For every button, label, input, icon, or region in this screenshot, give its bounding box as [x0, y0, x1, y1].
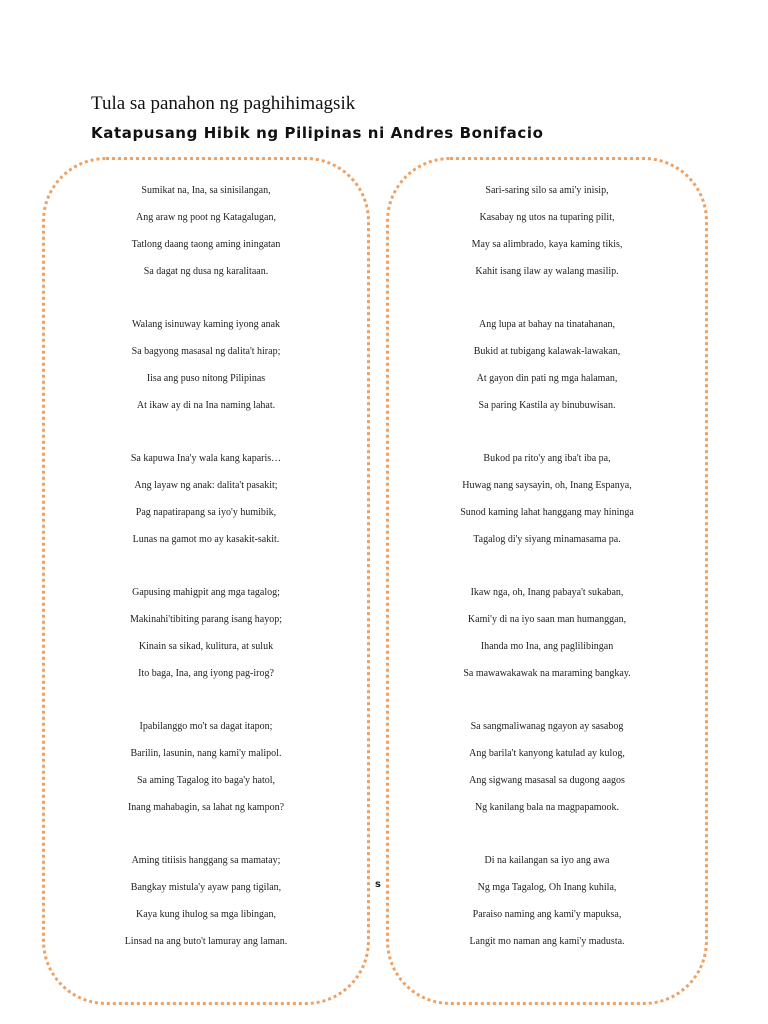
poem-line: Lunas na gamot mo ay kasakit-sakit.	[132, 534, 280, 545]
poem-line: Linsad na ang buto't lamuray ang laman.	[124, 936, 288, 947]
poem-line: Bukod pa rito'y ang iba't iba pa,	[483, 453, 611, 464]
poem-line: Paraiso naming ang kami'y mapuksa,	[472, 909, 622, 920]
poem-line: At ikaw ay di na Ina naming lahat.	[136, 400, 276, 411]
poem-line: May sa alimbrado, kaya kaming tikis,	[471, 239, 623, 250]
poem-line: Sa mawawakawak na maraming bangkay.	[463, 668, 631, 679]
poem-line: Ang layaw ng anak: dalita't pasakit;	[134, 480, 278, 491]
poem-line: Kasabay ng utos na tuparing pilit,	[479, 212, 615, 223]
stanza	[45, 579, 367, 687]
stanza	[45, 713, 367, 821]
poem-line: Sumikat na, Ina, sa sinisilangan,	[141, 185, 271, 196]
poem-line: Sa sangmaliwanag ngayon ay sasabog	[470, 721, 624, 732]
poem-line: Ihanda mo Ina, ang paglilibingan	[480, 641, 614, 652]
poem-line: Ng mga Tagalog, Oh Inang kuhila,	[477, 882, 617, 893]
poem-line: Sa bagyong masasal ng dalita't hirap;	[131, 346, 281, 357]
stanza	[389, 445, 705, 553]
poem-line: Sa paring Kastila ay binubuwisan.	[478, 400, 616, 411]
stanza	[389, 847, 705, 955]
poem-line: Ipabilanggo mo't sa dagat itapon;	[139, 721, 273, 732]
poem-line: Makinahi'tibiting parang isang hayop;	[129, 614, 283, 625]
poem-line: Pag napatirapang sa iyo'y humibik,	[135, 507, 277, 518]
poem-line: Kaya kung ihulog sa mga libingan,	[136, 909, 276, 920]
right-poem-column	[386, 157, 708, 1005]
stanza	[45, 177, 367, 285]
page-title: Tula sa panahon ng paghihimagsik	[91, 93, 356, 114]
poem-line: Ang araw ng poot ng Katagalugan,	[136, 212, 276, 223]
poem-line: Ikaw nga, oh, Inang pabaya't sukaban,	[470, 587, 624, 598]
stanza	[389, 177, 705, 285]
poem-line: Ng kanilang bala na magpapamook.	[474, 802, 620, 813]
poem-line: Aming titiisis hanggang sa mamatay;	[131, 855, 281, 866]
poem-line: Ang sigwang masasal sa dugong aagos	[469, 775, 625, 786]
poem-line: Huwag nang saysayin, oh, Inang Espanya,	[462, 480, 632, 491]
poem-line: Gapusing mahigpit ang mga tagalog;	[132, 587, 280, 598]
poem-line: Kinain sa sikad, kulitura, at suluk	[138, 641, 274, 652]
left-poem-column	[42, 157, 370, 1005]
poem-line: Di na kailangan sa iyo ang awa	[484, 855, 610, 866]
poem-line: Kami'y di na iyo saan man humanggan,	[467, 614, 627, 625]
poem-line: Langit mo naman ang kami'y madusta.	[469, 936, 625, 947]
stanza	[389, 713, 705, 821]
poem-line: Bukid at tubigang kalawak-lawakan,	[473, 346, 621, 357]
poem-line: Bangkay mistula'y ayaw pang tigilan,	[130, 882, 282, 893]
stanza	[389, 311, 705, 419]
stanza	[389, 579, 705, 687]
poem-line: Ito baga, Ina, ang iyong pag-irog?	[138, 668, 274, 679]
poem-line: Iisa ang puso nitong Pilipinas	[146, 373, 266, 384]
stanza	[45, 445, 367, 553]
poem-line: Kahit isang ilaw ay walang masilip.	[475, 266, 619, 277]
poem-line: At gayon din pati ng mga halaman,	[476, 373, 618, 384]
poem-line: Barilin, lasunin, nang kami'y malipol.	[130, 748, 282, 759]
poem-line: Sari-saring silo sa ami'y inisip,	[485, 185, 609, 196]
poem-line: Sa dagat ng dusa ng karalitaan.	[143, 266, 269, 277]
poem-line: Ang lupa at bahay na tinatahanan,	[478, 319, 616, 330]
poem-line: Tatlong daang taong aming iningatan	[131, 239, 281, 250]
center-marker: s	[375, 879, 381, 890]
poem-line: Sunod kaming lahat hanggang may hininga	[460, 507, 634, 518]
poem-line: Walang isinuway kaming iyong anak	[131, 319, 281, 330]
poem-line: Ang barila't kanyong katulad ay kulog,	[469, 748, 625, 759]
stanza	[45, 847, 367, 955]
poem-line: Sa aming Tagalog ito baga'y hatol,	[136, 775, 276, 786]
poem-line: Tagalog di'y siyang minamasama pa.	[473, 534, 621, 545]
stanza	[45, 311, 367, 419]
poem-title: Katapusang Hibik ng Pilipinas ni Andres Bonifacio	[91, 124, 544, 142]
poem-line: Sa kapuwa Ina'y wala kang kaparis…	[130, 453, 282, 464]
poem-line: Inang mahabagin, sa lahat ng kampon?	[127, 802, 285, 813]
